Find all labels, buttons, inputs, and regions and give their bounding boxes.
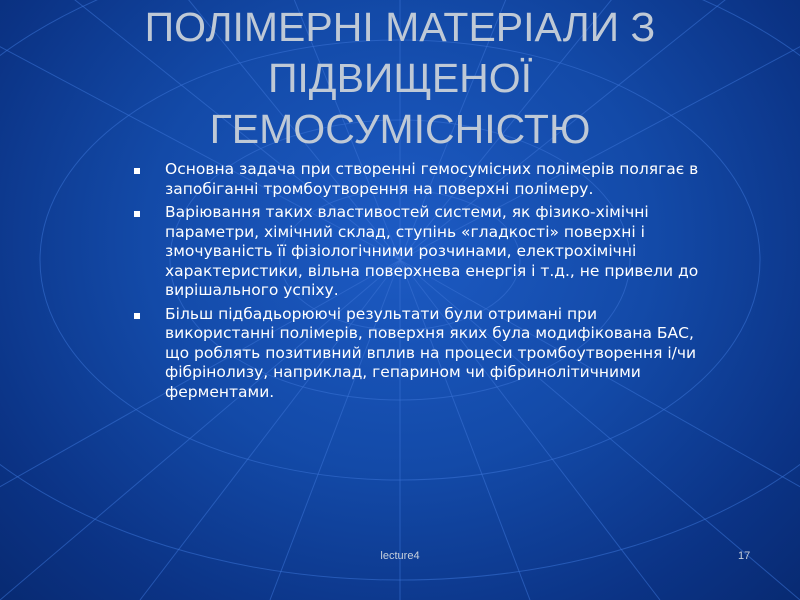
title-line-1: ПОЛІМЕРНІ МАТЕРІАЛИ З bbox=[144, 4, 656, 50]
bullet-text: Варіювання таких властивостей системи, як фізико-хімічні параметри, хімічний склад, ступінь «гладкості» поверхні і змочуваність її фізіологічними розчинами, електрохімічні характеристики, вільна поверхнева енергія і т.д., не привели до вирішального успіху. bbox=[165, 203, 699, 299]
bullet-square-icon bbox=[134, 211, 140, 217]
footer-text: lecture4 bbox=[380, 550, 420, 562]
bullet-square-icon bbox=[134, 168, 140, 174]
bullet-item bbox=[132, 203, 702, 301]
page-number: 17 bbox=[738, 550, 751, 562]
bullet-text: Більш підбадьорюючі результати були отримані при використанні полімерів, поверхня яких була модифікована БАС, що роблять позитивний вплив на процеси тромбоутворення і/чи фібрінолизу, наприклад, гепарином чи фібринолітичними ферментами. bbox=[165, 304, 697, 401]
slide-title bbox=[0, 2, 800, 155]
bullet-list bbox=[132, 160, 702, 406]
bullet-item bbox=[132, 160, 702, 199]
bullet-item bbox=[132, 305, 702, 403]
bullet-text: Основна задача при створенні гемосумісних полімерів полягає в запобіганні тромбоутворення на поверхні полімеру. bbox=[165, 160, 699, 198]
bullet-square-icon bbox=[134, 313, 140, 319]
title-line-2: ПІДВИЩЕНОЇ bbox=[267, 55, 533, 101]
title-line-3: ГЕМОСУМІСНІСТЮ bbox=[209, 106, 591, 152]
